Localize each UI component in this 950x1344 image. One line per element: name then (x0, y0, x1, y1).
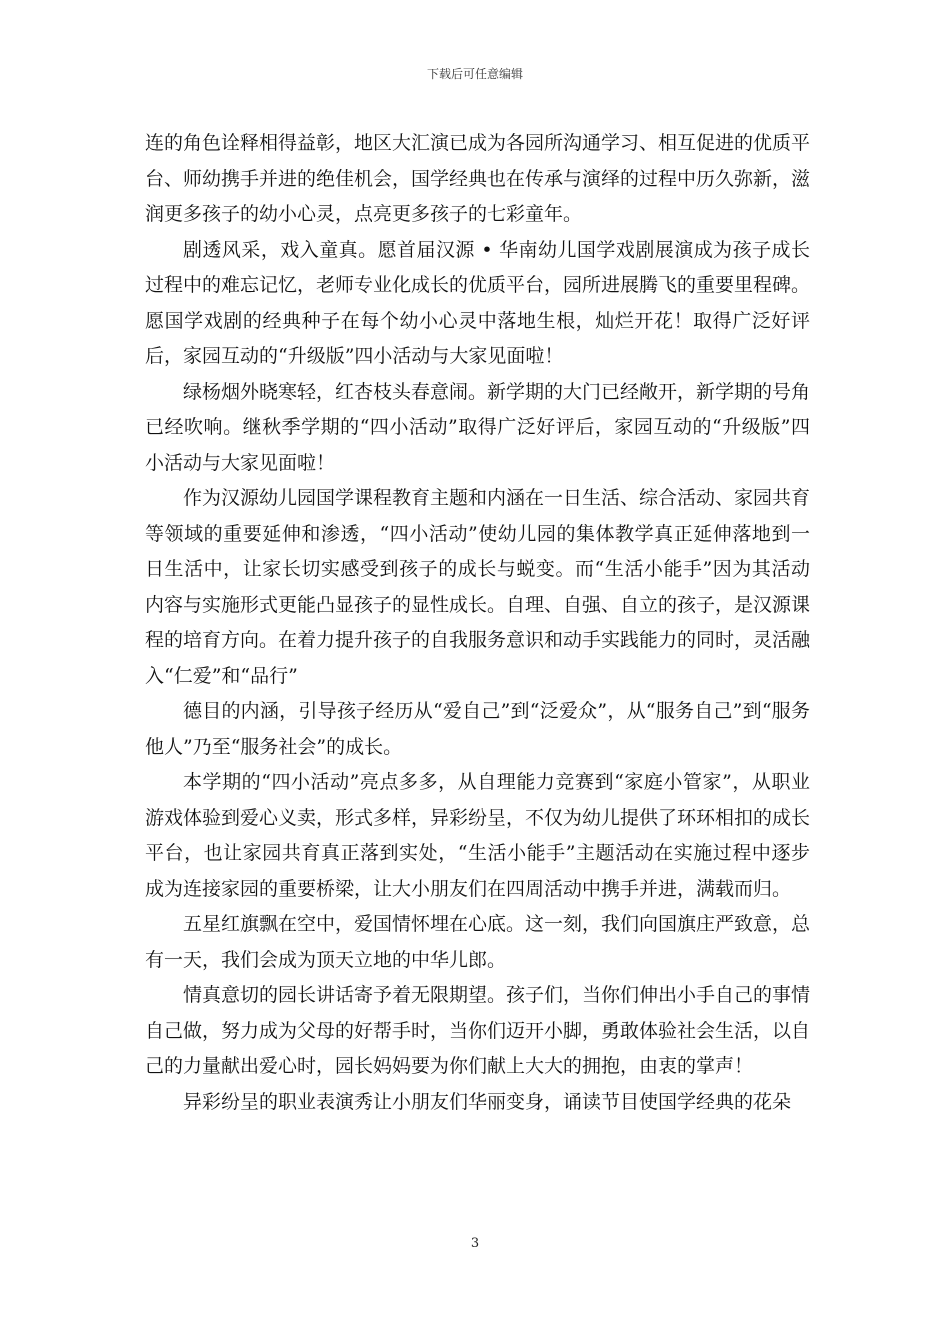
paragraph: 本学期的“四小活动”亮点多多，从自理能力竞赛到“家庭小管家”，从职业游戏体验到爱心义卖，形式多样，异彩纷呈，不仅为幼儿提供了环环相扣的成长平台，也让家园共育真正落到实处，“生活小能手”主题活动在实施过程中逐步成为连接家园的重要桥梁，让大小朋友们在四周活动中携手并进，满载而归。 (145, 771, 811, 900)
page-header: 下载后可任意编辑 (426, 67, 523, 81)
paragraph: 作为汉源幼儿园国学课程教育主题和内涵在一日生活、综合活动、家园共育等领域的重要延伸和渗透，“四小活动”使幼儿园的集体教学真正延伸落地到一日生活中，让家长切实感受到孩子的成长与蜕变。而“生活小能手”因为其活动内容与实施形式更能凸显孩子的显性成长。自理、自强、自立的孩子，是汉源课程的培育方向。在着力提升孩子的自我服务意识和动手实践能力的同时，灵活融入“仁爱”和“品行” (145, 487, 811, 687)
paragraph: 情真意切的园长讲话寄予着无限期望。孩子们，当你们伸出小手自己的事情自己做，努力成为父母的好帮手时，当你们迈开小脚，勇敢体验社会生活，以自己的力量献出爱心时，园长妈妈要为你们献上大大的拥抱，由衷的掌声！ (145, 984, 811, 1077)
paragraph: 剧透风采，戏入童真。愿首届汉源 • 华南幼儿国学戏剧展演成为孩子成长过程中的难忘记忆，老师专业化成长的优质平台，园所进展腾飞的重要里程碑。愿国学戏剧的经典种子在每个幼小心灵中落地生根，灿烂开花！取得广泛好评后，家园互动的“升级版”四小活动与大家见面啦！ (145, 238, 811, 367)
paragraph: 德目的内涵，引导孩子经历从“爱自己”到“泛爱众”，从“服务自己”到“服务他人”乃至“服务社会”的成长。 (145, 700, 810, 758)
paragraph-continuation: 连的角色诠释相得益彰，地区大汇演已成为各园所沟通学习、相互促进的优质平台、师幼携手并进的绝佳机会，国学经典也在传承与演绎的过程中历久弥新，滋润更多孩子的幼小心灵，点亮更多孩子的七彩童年。 (145, 132, 811, 225)
page-number: 3 (470, 1236, 480, 1251)
paragraph: 绿杨烟外晓寒轻，红杏枝头春意闹。新学期的大门已经敞开，新学期的号角已经吹响。继秋季学期的“四小活动”取得广泛好评后，家园互动的“升级版”四小活动与大家见面啦！ (145, 380, 811, 474)
document-body (145, 126, 810, 1120)
paragraph: 异彩纷呈的职业表演秀让小朋友们华丽变身，诵读节目使国学经典的花朵 (183, 1090, 792, 1113)
paragraph: 五星红旗飘在空中，爱国情怀埋在心底。这一刻，我们向国旗庄严致意，总有一天，我们会成为顶天立地的中华儿郎。 (145, 913, 811, 971)
